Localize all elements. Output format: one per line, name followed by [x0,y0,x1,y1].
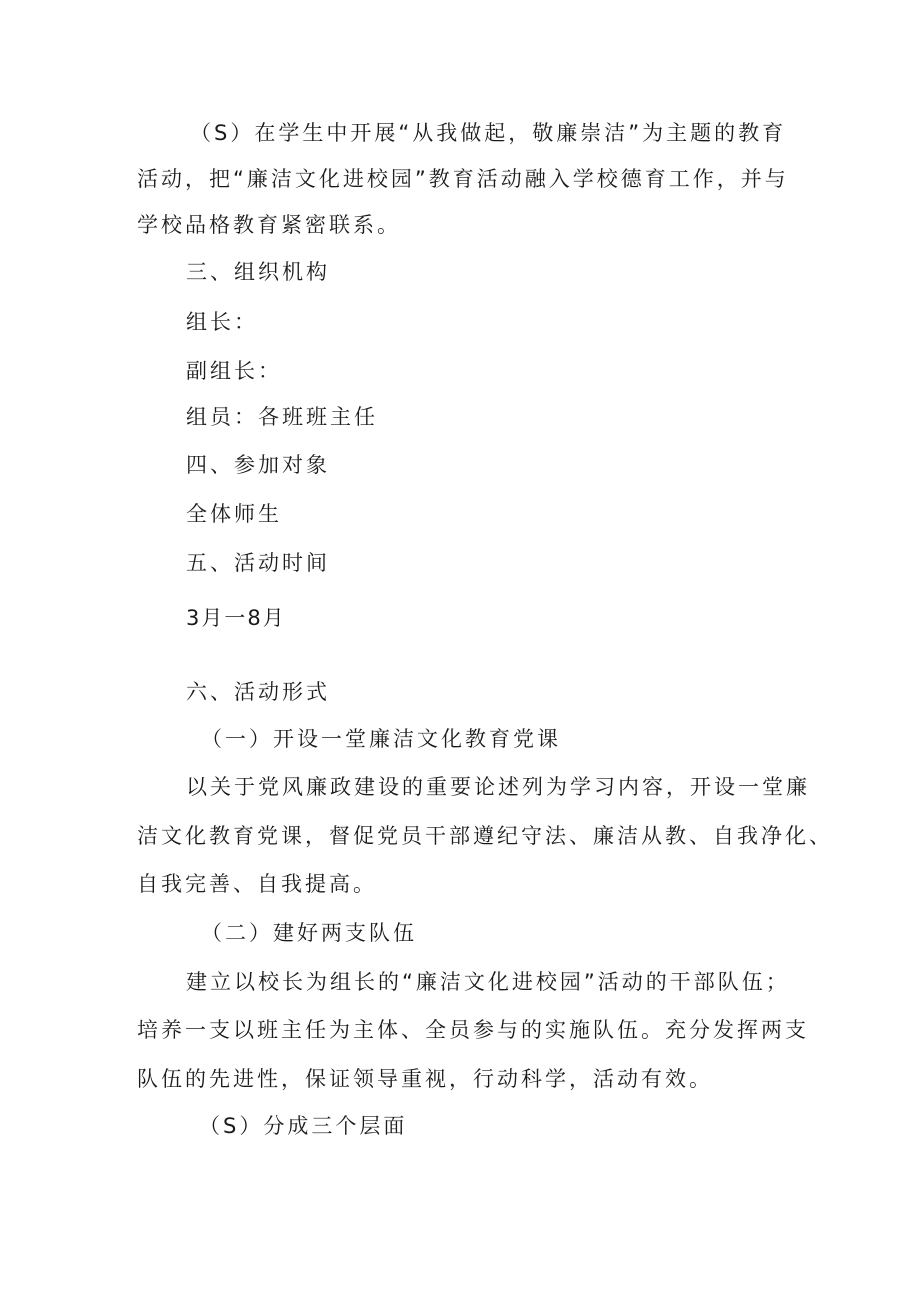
paragraph-line: 以关于党风廉政建设的重要论述列为学习内容，开设一堂廉 [186,775,810,799]
subsection-heading: （二）建好两支队伍 [201,921,417,945]
paragraph-line: 洁文化教育党课，督促党员干部遵纪守法、廉洁从教、自我净化、 [137,824,833,848]
subsection-heading: （S）分成三个层面 [199,1114,408,1138]
paragraph-line: 3月一8月 [186,606,286,630]
section-heading: 六、活动形式 [186,680,330,704]
subsection-heading: （一）开设一堂廉洁文化教育党课 [201,727,561,751]
paragraph-line: 队伍的先进性，保证领导重视，行动科学，活动有效。 [137,1067,713,1091]
section-heading: 三、组织机构 [186,260,330,284]
paragraph-line: （S）在学生中开展“从我做起，敬廉崇洁”为主题的教育 [190,121,787,145]
paragraph-line: 活动，把“廉洁文化进校园”教育活动融入学校德育工作，并与 [137,167,789,191]
paragraph-line: 副组长： [186,359,282,383]
paragraph-line: 组员：各班班主任 [186,405,378,429]
paragraph-line: 建立以校长为组长的“廉洁文化进校园”活动的干部队伍； [186,970,790,994]
paragraph-line: 自我完善、自我提高。 [137,872,377,896]
section-heading: 四、参加对象 [186,453,330,477]
paragraph-line: 培养一支以班主任为主体、全员参与的实施队伍。充分发挥两支 [137,1018,809,1042]
paragraph-line: 全体师生 [186,502,282,526]
paragraph-line: 组长： [186,310,258,334]
section-heading: 五、活动时间 [186,551,330,575]
paragraph-line: 学校品格教育紧密联系。 [137,213,401,237]
